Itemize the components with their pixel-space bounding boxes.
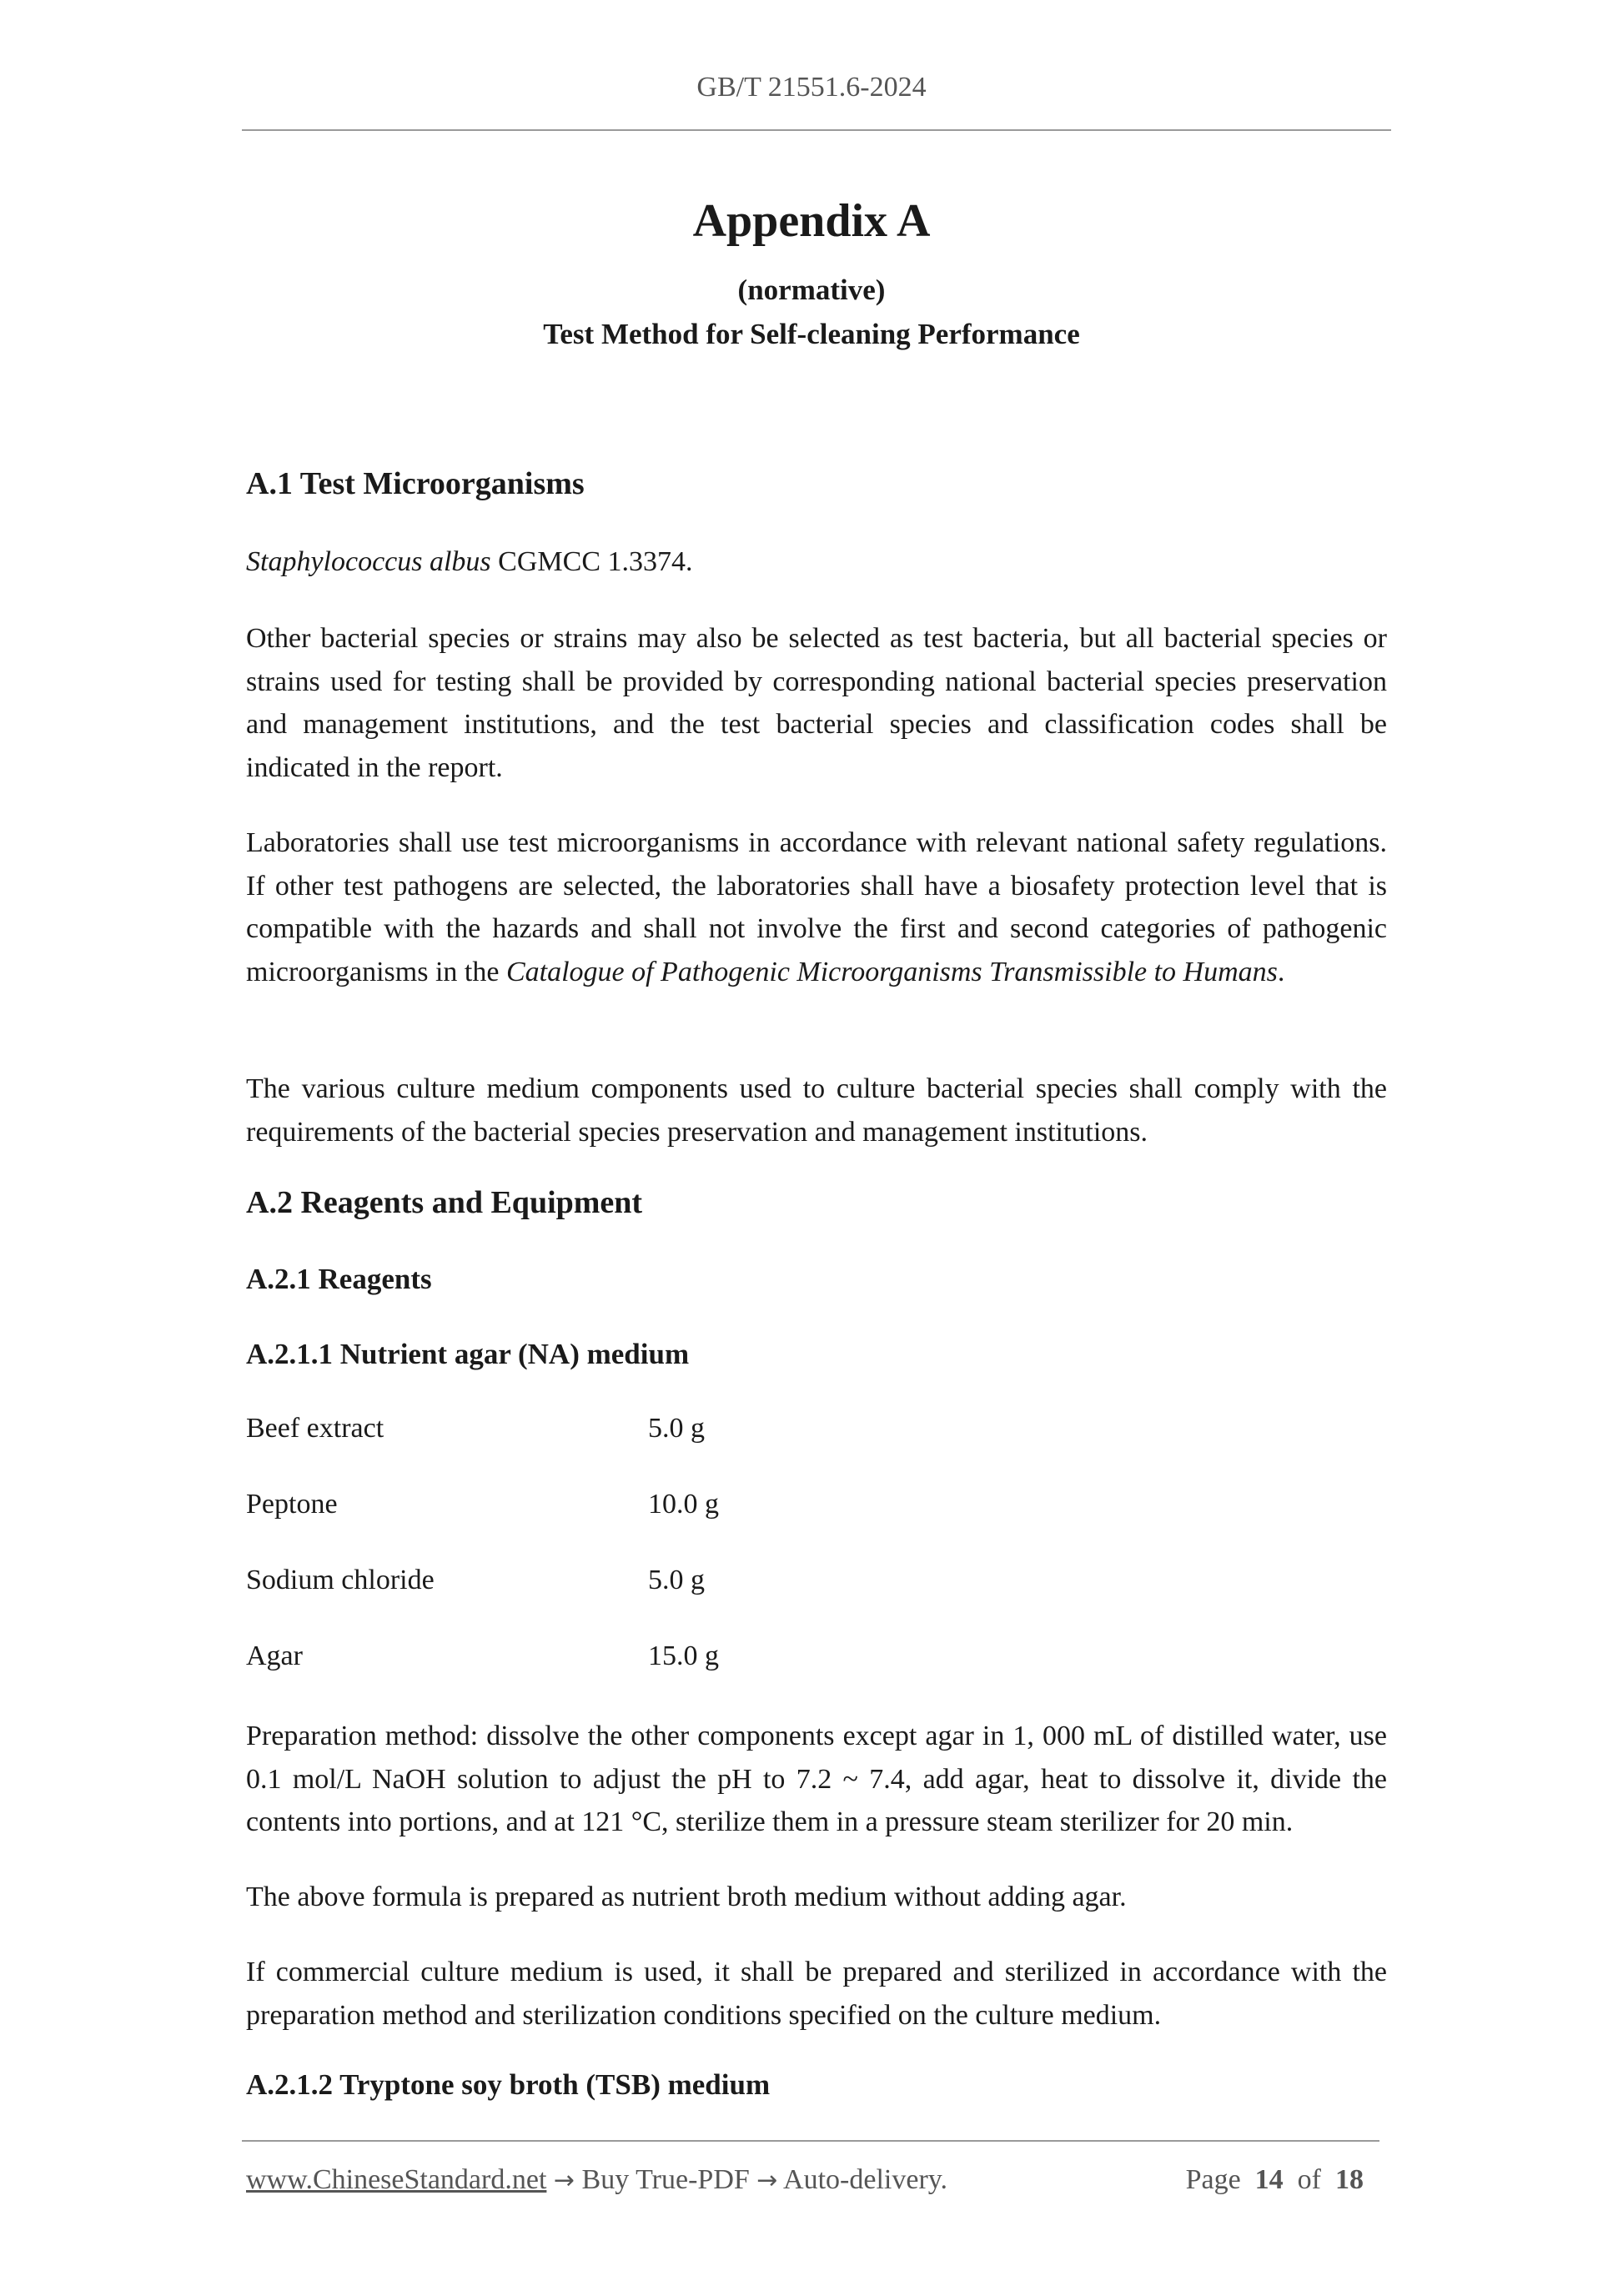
catalogue-title: Catalogue of Pathogenic Microorganisms Transmissible to Humans xyxy=(505,956,1278,987)
ingredient-amount: 5.0 g xyxy=(648,1413,705,1444)
section-a211-heading: A.2.1.1 Nutrient agar (NA) medium xyxy=(246,1338,690,1370)
page-number: 14 xyxy=(1254,2164,1284,2195)
appendix-subtitle: Test Method for Self-cleaning Performance xyxy=(543,318,1080,350)
ingredient-row xyxy=(246,1640,719,1672)
paragraph-broth-note: The above formula is prepared as nutrient broth medium without adding agar. xyxy=(246,1882,1127,1912)
ingredient-row xyxy=(246,1565,705,1596)
lab-safety-end: . xyxy=(1277,956,1285,987)
section-a2-heading: A.2 Reagents and Equipment xyxy=(246,1185,643,1220)
of-label: of xyxy=(1297,2164,1321,2195)
ingredient-amount: 10.0 g xyxy=(648,1489,719,1520)
ingredient-name: Agar xyxy=(246,1640,303,1671)
ingredient-amount: 5.0 g xyxy=(648,1565,705,1595)
paragraph-strain-selection: Other bacterial species or strains may also be selected as test bacteria, but all bacterial species or strains used for testing shall be provided by corresponding national bacterial species preservation and management institutions, and the test bacterial species and classification codes shall be indicated in the report. xyxy=(246,623,1387,783)
strain-code: CGMCC 1.3374. xyxy=(490,546,693,577)
ingredient-name: Peptone xyxy=(246,1489,338,1520)
paragraph-preparation-method: Preparation method: dissolve the other components except agar in 1, 000 mL of distilled water, use 0.1 mol/L NaOH solution to adjust the pH to 7.2 ~ 7.4, add agar, heat to dissolve it, divide the contents into portions, and at 121 °C, sterilize them in a pressure steam sterilizer for 20 min. xyxy=(246,1721,1387,1837)
section-a1-heading: A.1 Test Microorganisms xyxy=(246,466,585,501)
test-strain xyxy=(246,540,1387,584)
section-a212-heading: A.2.1.2 Tryptone soy broth (TSB) medium xyxy=(246,2068,771,2101)
appendix-title: Appendix A xyxy=(692,195,931,247)
ingredient-name: Sodium chloride xyxy=(246,1565,435,1595)
section-a21-heading: A.2.1 Reagents xyxy=(246,1263,432,1295)
page-total: 18 xyxy=(1335,2164,1364,2195)
document-code: GB/T 21551.6-2024 xyxy=(696,72,927,103)
appendix-type: (normative) xyxy=(737,274,886,306)
paragraph-commercial-medium: If commercial culture medium is used, it shall be prepared and sterilized in accordance with the preparation method and sterilization conditions specified on the culture medium. xyxy=(246,1957,1387,2031)
page-indicator xyxy=(1186,2164,1380,2196)
footer-promo xyxy=(246,2164,947,2196)
arrow-right-icon: → xyxy=(553,2166,575,2195)
lab-safety-text: Laboratories shall use test microorganisms in accordance with relevant national safety regulations. If other test pathogens are selected, the laboratories shall have a biosafety protection level that is compatible with the hazards and shall not involve the first and second categories of pathogenic microorganisms in the xyxy=(246,827,1387,987)
footer-divider xyxy=(242,2140,1379,2142)
buy-text: Buy True-PDF xyxy=(575,2164,757,2195)
paragraph-lab-safety xyxy=(246,821,1387,993)
paragraph-culture-medium: The various culture medium components used to culture bacterial species shall comply with the requirements of the bacterial species preservation and management institutions. xyxy=(246,1073,1387,1148)
ingredient-amount: 15.0 g xyxy=(648,1640,719,1671)
site-link[interactable]: www.ChineseStandard.net xyxy=(246,2164,547,2195)
ingredient-row xyxy=(246,1489,719,1520)
ingredient-row xyxy=(246,1413,705,1444)
ingredient-name: Beef extract xyxy=(246,1413,384,1444)
page-footer xyxy=(246,2164,1380,2196)
header-divider xyxy=(242,129,1391,131)
strain-name: Staphylococcus albus xyxy=(246,546,491,577)
arrow-right-icon: → xyxy=(756,2166,778,2195)
delivery-text: Auto-delivery. xyxy=(777,2164,948,2195)
page-label: Page xyxy=(1185,2164,1241,2195)
